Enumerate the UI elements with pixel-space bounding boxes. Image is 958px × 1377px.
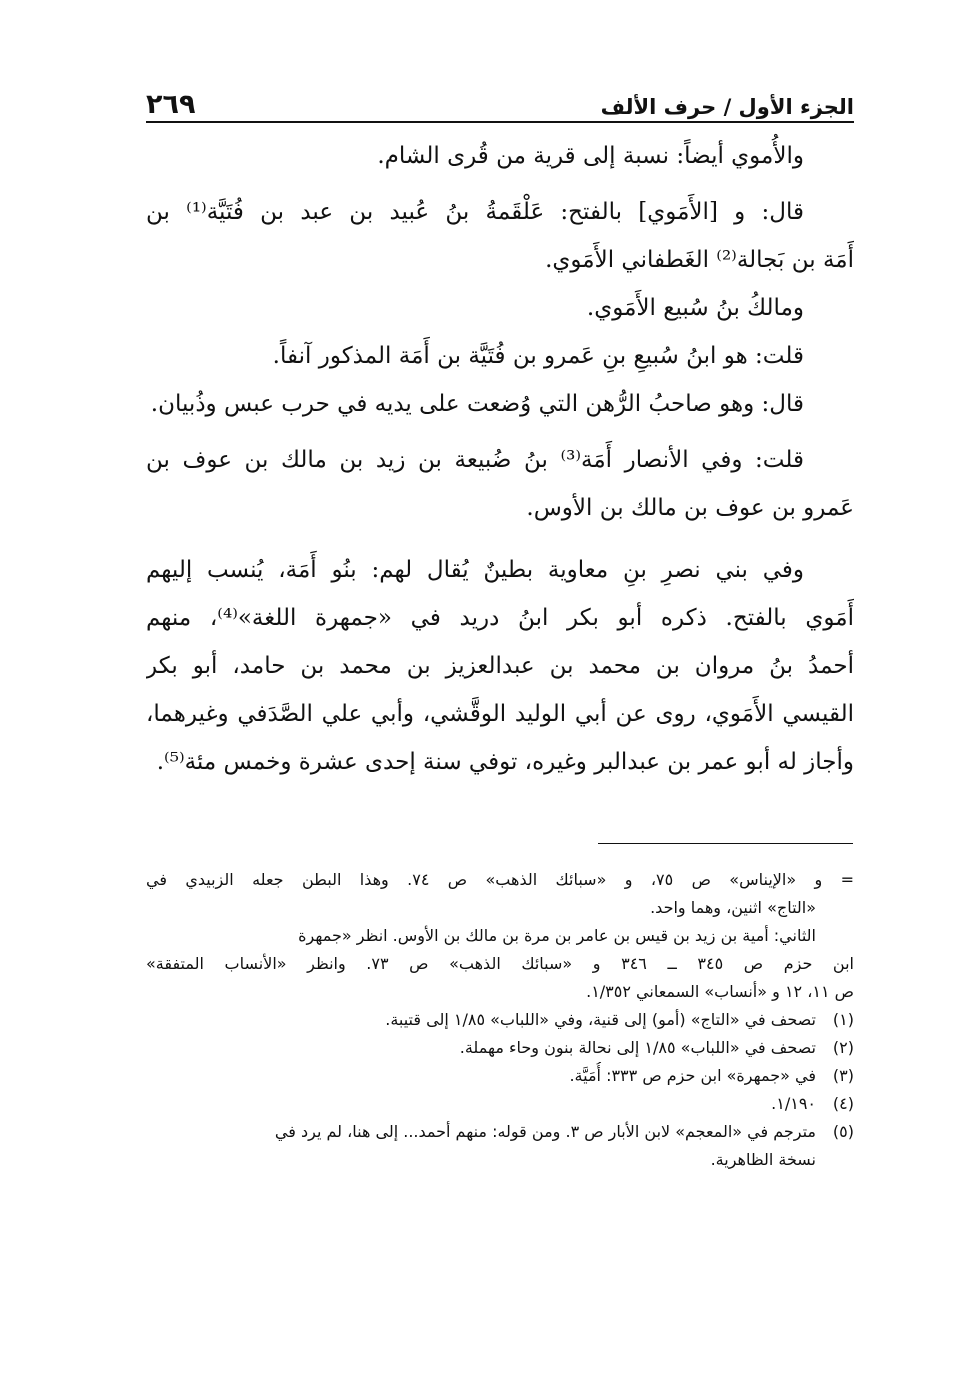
text-line: وفي بني نصرِ بنِ معاوية بطينٌ يُقال لهم: بنُو أَمَة، يُنسب إليهم [146, 557, 804, 583]
footnote-2 [146, 1034, 854, 1062]
footnote-continuation-line: = و «الإيناس» ص ٧٥، و «سبائك الذهب» ص ٧٤. وهذا البطن جعله الزبيدي في [146, 870, 854, 889]
page-number: ٢٦٩ [146, 89, 196, 120]
footnote-text: في «جمهرة» ابن حزم ص ٣٣٣: أُمَيَّة. [569, 1066, 816, 1085]
footnote-4 [146, 1090, 854, 1118]
footnote-number: (٥) [832, 1122, 854, 1141]
footnote-text: تصحف في «اللباب» ١/٨٥ إلى نحالة بنون وحاء مهملة. [459, 1038, 816, 1057]
footnote-number: (٢) [832, 1038, 854, 1057]
footnote-separator [598, 843, 853, 844]
footnote-1 [146, 1006, 854, 1034]
text-line: أحمدُ بنُ مروان بن محمد بن عبدالعزيز بن محمد بن حامد، أبو بكر [146, 653, 854, 679]
text-line: قلت: وفي الأنصار أَمَة⁽³⁾ بنُ ضُبيعة بن زيد بن مالك بن عوف بن [146, 447, 804, 473]
footnote-number: (٣) [832, 1066, 854, 1085]
text-line: قلت: هو ابنُ سُبيعِ بنِ عَمرو بن فُتَيَّة بن أَمَة المذكور آنفاً. [272, 343, 804, 369]
text-line: ومالكُ بنُ سُبيع الأَمَوي. [586, 295, 804, 321]
footnote-number: (١) [832, 1010, 854, 1029]
text-line: قال: وهو صاحبُ الرُّهن التي وُضعت على يديه في حرب عبس وذُبيان. [150, 391, 804, 417]
footnote-sub-line: الثاني: أمية بن زيد بن قيس بن عامر بن مرة بن مالك بن الأوس. انظر «جمهرة [298, 926, 816, 945]
footnote-text: ١/١٩٠. [771, 1094, 816, 1113]
text-line: عَمرو بن عوف بن مالك بن الأوس. [526, 495, 854, 521]
footnote-text: تصحف في «التاج» (أمو) إلى قنية، وفي «اللباب» ١/٨٥ إلى قتيبة. [385, 1010, 816, 1029]
running-head: الجزء الأول / حرف الألف [600, 95, 854, 119]
header-rule [146, 121, 854, 123]
footnote-5 [146, 1118, 854, 1146]
footnote-sub-line: ابن حزم ص ٣٤٥ ــ ٣٤٦ و «سبائك الذهب» ص ٧٣. وانظر «الأنساب المتفقة» [146, 954, 854, 973]
page-header [146, 76, 854, 118]
text-line: والأُموي أيضاً: نسبة إلى قرية من قُرى الشام. [377, 143, 804, 169]
main-text [146, 132, 854, 786]
footnote-3 [146, 1062, 854, 1090]
footnotes [146, 866, 854, 1174]
footnote-text: مترجم في «المعجم» لابن الأبار ص ٣. ومن قوله: منهم أحمد... إلى هنا، لم يرد في [274, 1122, 816, 1141]
text-line: وأجاز له أبو عمر بن عبدالبر وغيره، توفي سنة إحدى عشرة وخمس مئة⁽⁵⁾. [156, 749, 854, 775]
footnote-text: نسخة الظاهرية. [710, 1150, 816, 1169]
footnote-number: (٤) [832, 1094, 854, 1113]
text-line: القيسي الأَمَوي، روى عن أبي الوليد الوقَّشي، وأبي علي الصَّدَفي وغيرهما، [146, 701, 854, 727]
footnote-sub-line: ص ١١، ١٢ و «أنساب» السمعاني ١/٣٥٢. [586, 982, 854, 1001]
text-line: قال: و [الأَمَوي] بالفتح: عَلْقَمةُ بنُ عُبيد بن عبد بن فُتَيَّة⁽¹⁾ بن [146, 199, 804, 225]
text-line: أَمَة بن بَجالة⁽²⁾ الغَطفاني الأَمَوي. [545, 247, 854, 273]
footnote-continuation-line: «التاج» اثنين، وهما واحد. [650, 898, 816, 917]
text-line: أَمَوي بالفتح. ذكره أبو بكر ابنُ دريد في «جمهرة اللغة»⁽⁴⁾، منهم [146, 605, 854, 631]
